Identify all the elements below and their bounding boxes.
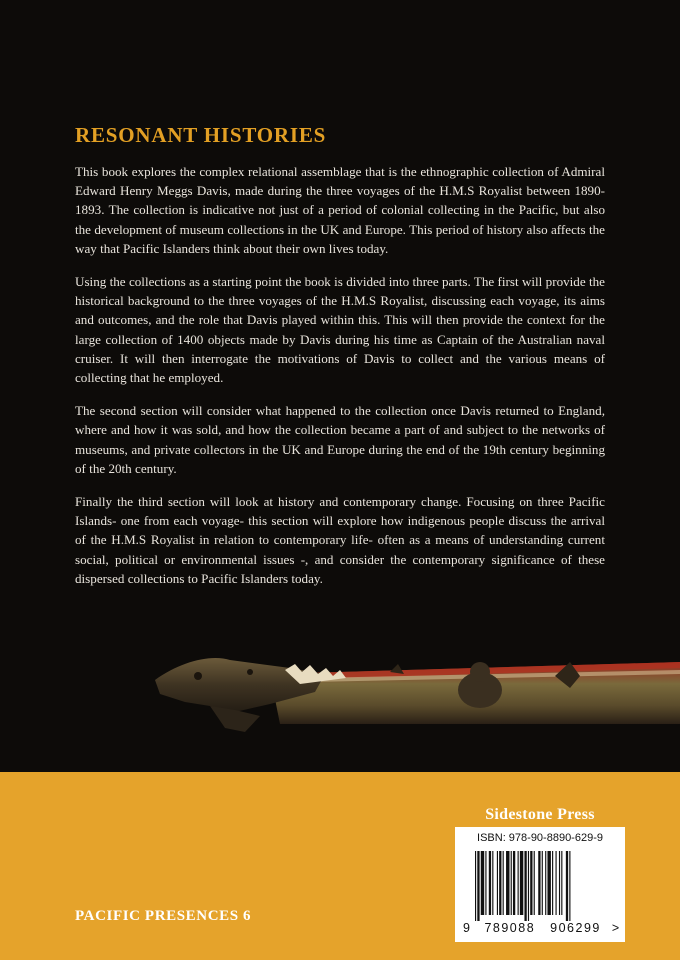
- book-title: RESONANT HISTORIES: [75, 123, 327, 147]
- blurb: [75, 162, 605, 602]
- publisher-name: Sidestone Press: [485, 806, 595, 823]
- barcode-group-1: 789088: [484, 921, 536, 935]
- barcode-end-mark: >: [611, 921, 621, 935]
- isbn-number: ISBN: 978-90-8890-629-9: [477, 832, 603, 844]
- barcode-digits: [463, 921, 621, 935]
- blurb-paragraph-2: Using the collections as a starting point the book is divided into three parts. The first will provide the historical background to the three voyages of the H.M.S Royalist, discussing each voyage, its aims and outcomes, and the role that Davis played within this. This will then provide the context for the large collection of 1400 objects made by Davis during his time as Captain of the Australian naval cruiser. It will then interrogate the motivations of Davis to collect and the various means of collecting that he employed.: [75, 274, 605, 386]
- carved-artifact-image: [150, 632, 680, 752]
- blurb-paragraph-3: The second section will consider what happened to the collection once Davis returned to England, where and how it was sold, and how the collection became a part of and subject to the networks of museums, and private collectors in the UK and Europe during the end of the 19th century beginning of the 20th century.: [75, 403, 605, 476]
- barcode-image: [473, 851, 613, 921]
- blurb-paragraph-1: This book explores the complex relational assemblage that is the ethnographic collection of Admiral Edward Henry Meggs Davis, made during the three voyages of the H.M.S Royalist between 1890-1893. The collection is indicative not just of a period of colonial collecting in the Pacific, but also the development of museum collections in the UK and Europe. This period of history also affects the way that Pacific Islanders think about their own lives today.: [75, 164, 605, 256]
- series-title: PACIFIC PRESENCES 6: [75, 908, 252, 924]
- barcode-lead-digit: 9: [463, 921, 472, 935]
- isbn-barcode-box: [455, 827, 625, 942]
- blurb-paragraph-4: Finally the third section will look at history and contemporary change. Focusing on three Pacific Islands- one from each voyage- this section will explore how indigenous people discuss the arrival of the H.M.S Royalist in relation to contemporary life- often as a means of understanding current social, political or environmental issues -, and consider the contemporary significance of these dispersed collections to Pacific Islanders today.: [75, 494, 605, 586]
- barcode-group-2: 906299: [550, 921, 601, 935]
